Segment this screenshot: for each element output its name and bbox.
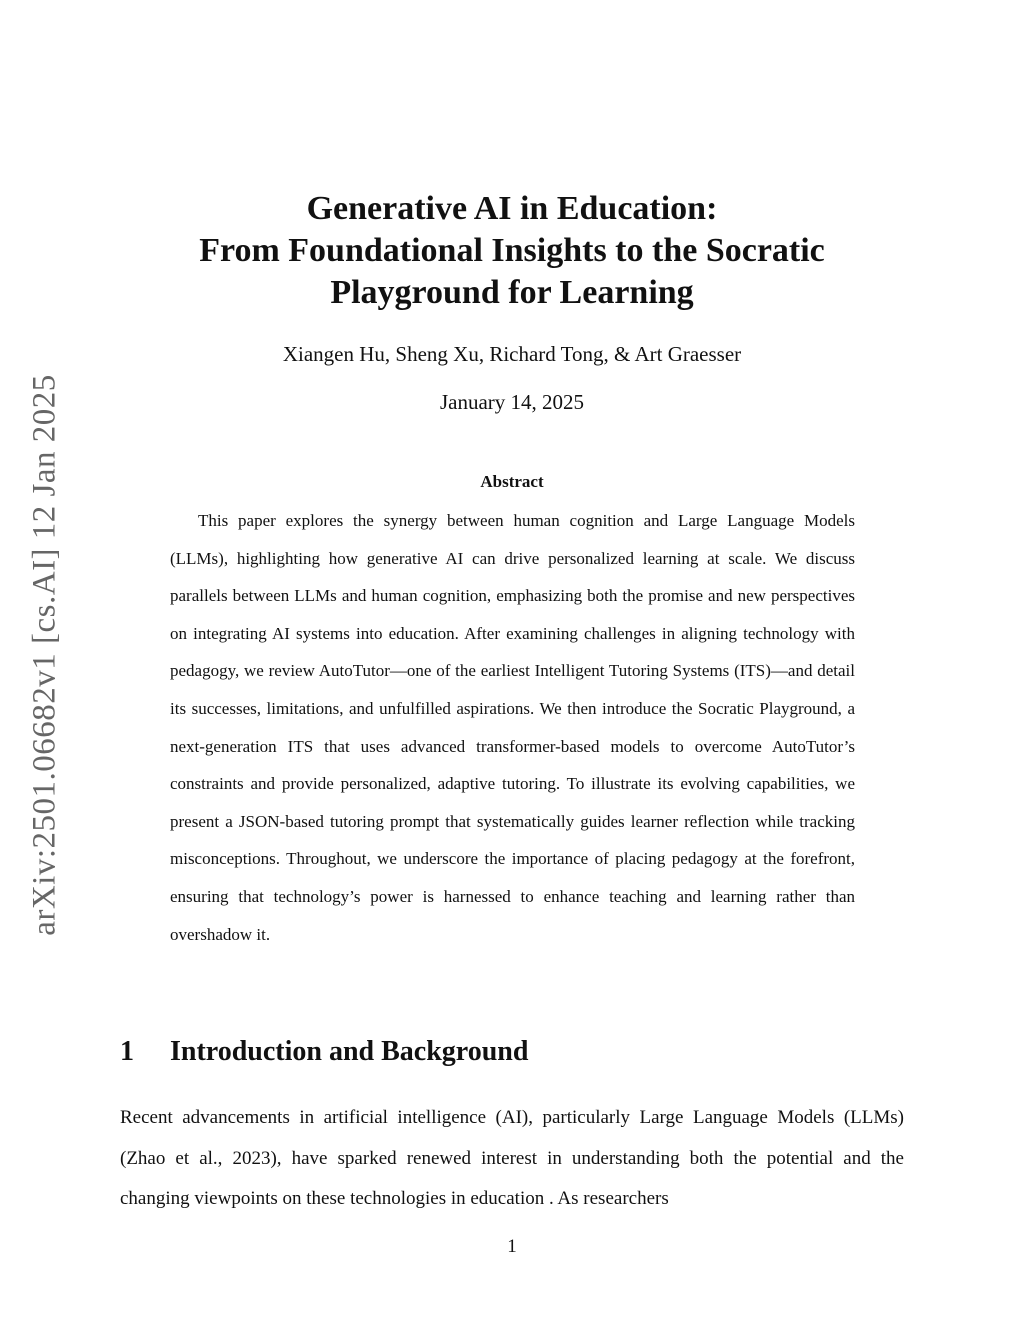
title-line-2: From Foundational Insights to the Socratic: [199, 232, 825, 269]
paper-title: [110, 188, 914, 314]
introduction-paragraph: Recent advancements in artificial intelligence (AI), particularly Large Language Models (LLMs) (Zhao et al., 2023), have sparked renewed interest in understanding both the potential and the changing viewpoints on these technologies in education . As researchers: [120, 1107, 904, 1209]
title-line-3: Playground for Learning: [330, 274, 694, 311]
section-heading: [120, 1036, 920, 1068]
title-line-1: Generative AI in Education:: [306, 190, 718, 227]
section-title: Introduction and Background: [170, 1036, 529, 1067]
page-number: 1: [507, 1236, 517, 1257]
author-list: Xiangen Hu, Sheng Xu, Richard Tong, & Art Graesser: [282, 342, 742, 366]
arxiv-identifier-stamp: arXiv:2501.06682v1 [cs.AI] 12 Jan 2025: [26, 374, 63, 936]
abstract-heading: Abstract: [480, 472, 544, 491]
section-number: 1: [120, 1036, 134, 1067]
abstract-body: This paper explores the synergy between human cognition and Large Language Models (LLMs), highlighting how generative AI can drive personalized learning at scale. We discuss parallels between LLMs and human cognition, emphasizing both the promise and new perspectives on integrating AI systems into education. After examining challenges in aligning technology with pedagogy, we review AutoTutor—one of the earliest Intelligent Tutoring Systems (ITS)—and detail its successes, limitations, and unfulfilled aspirations. We then introduce the Socratic Playground, a next-generation ITS that uses advanced transformer-based models to overcome AutoTutor’s constraints and provide personalized, adaptive tutoring. To illustrate its evolving capabilities, we present a JSON-based tutoring prompt that systematically guides learner reflection while tracking misconceptions. Throughout, we underscore the importance of placing pedagogy at the forefront, ensuring that technology’s power is harnessed to enhance teaching and learning rather than overshadow it.: [170, 511, 855, 944]
publication-date: January 14, 2025: [439, 390, 585, 414]
